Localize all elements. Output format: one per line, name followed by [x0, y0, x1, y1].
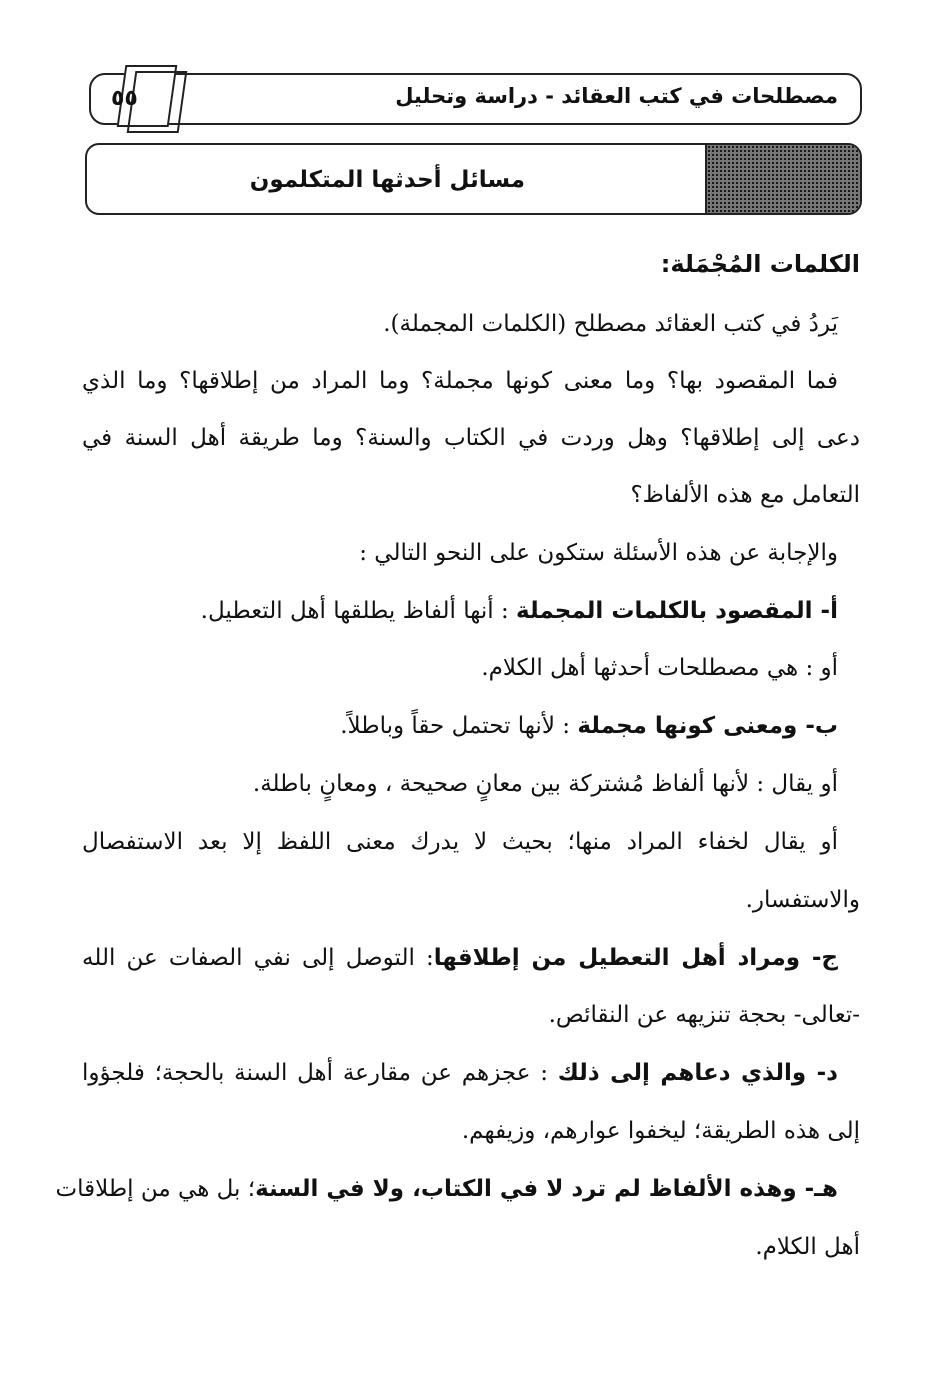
- definition-line: [82, 706, 860, 746]
- line-text: : لأنها تحتمل حقاً وباطلاً.: [340, 713, 578, 739]
- line-text: ؛ بل هي من إطلاقات: [55, 1176, 256, 1202]
- line-text: أو يقال : لأنها ألفاظ مُشتركة بين معانٍ صحيحة ، ومعانٍ باطلة.: [252, 771, 838, 797]
- line-text: والإجابة عن هذه الأسئلة ستكون على النحو التالي :: [359, 540, 838, 566]
- paragraph-line: [82, 533, 860, 573]
- paragraph-line: [82, 822, 860, 862]
- running-title: مصطلحات في كتب العقائد - دراسة وتحليل: [395, 84, 838, 108]
- line-text: -تعالى- بحجة تنزيهه عن النقائص.: [548, 1002, 860, 1028]
- decorative-pattern: [705, 145, 860, 213]
- line-text: أو : هي مصطلحات أحدثها أهل الكلام.: [481, 655, 838, 681]
- section-title: مسائل أحدثها المتكلمون: [249, 167, 525, 193]
- page-number: ٥٥: [111, 86, 138, 111]
- paragraph-line: [82, 304, 860, 344]
- line-text: : التوصل إلى نفي الصفات عن الله: [82, 945, 434, 971]
- line-text: أهل الكلام.: [755, 1234, 860, 1260]
- line-text: فما المقصود بها؟ وما معنى كونها مجملة؟ وما المراد من إطلاقها؟ وما الذي: [82, 368, 838, 394]
- line-text: التعامل مع هذه الألفاظ؟: [630, 482, 860, 508]
- paragraph-line: [82, 880, 860, 920]
- definition-label: ج- ومراد أهل التعطيل من إطلاقها: [433, 945, 838, 971]
- paragraph-line: [82, 995, 860, 1035]
- definition-label: هـ- وهذه الألفاظ لم ترد لا في الكتاب، ولا في السنة: [255, 1176, 838, 1202]
- line-text: والاستفسار.: [745, 887, 860, 913]
- definition-line: [82, 591, 860, 631]
- paragraph-line: [82, 764, 860, 804]
- line-text: إلى هذه الطريقة؛ ليخفوا عوارهم، وزيفهم.: [461, 1118, 860, 1144]
- line-text: أو يقال لخفاء المراد منها؛ بحيث لا يدرك معنى اللفظ إلا بعد الاستفصال: [82, 829, 838, 855]
- definition-label: ب- ومعنى كونها مجملة: [577, 713, 838, 739]
- definition-line: [82, 938, 860, 978]
- paragraph-line: [82, 1111, 860, 1151]
- paragraph-line: [82, 648, 860, 688]
- definition-line: [55, 1169, 860, 1209]
- definition-label: د- والذي دعاهم إلى ذلك: [557, 1060, 838, 1086]
- subheading: الكلمات المُجْمَلة:: [660, 250, 860, 278]
- line-text: يَردُ في كتب العقائد مصطلح (الكلمات المجملة).: [383, 311, 838, 337]
- definition-label: أ- المقصود بالكلمات المجملة: [516, 598, 838, 624]
- definition-line: [82, 1053, 860, 1093]
- line-text: : عجزهم عن مقارعة أهل السنة بالحجة؛ فلجؤوا: [82, 1060, 558, 1086]
- line-text: دعى إلى إطلاقها؟ وهل وردت في الكتاب والسنة؟ وما طريقة أهل السنة في: [82, 425, 860, 451]
- paragraph-line: [82, 475, 860, 515]
- paragraph-line: [82, 418, 860, 458]
- running-header: [89, 73, 862, 125]
- paragraph-line: [82, 361, 860, 401]
- paragraph-line: [82, 1227, 860, 1267]
- line-text: : أنها ألفاظ يطلقها أهل التعطيل.: [200, 598, 517, 624]
- section-title-box: [85, 143, 862, 215]
